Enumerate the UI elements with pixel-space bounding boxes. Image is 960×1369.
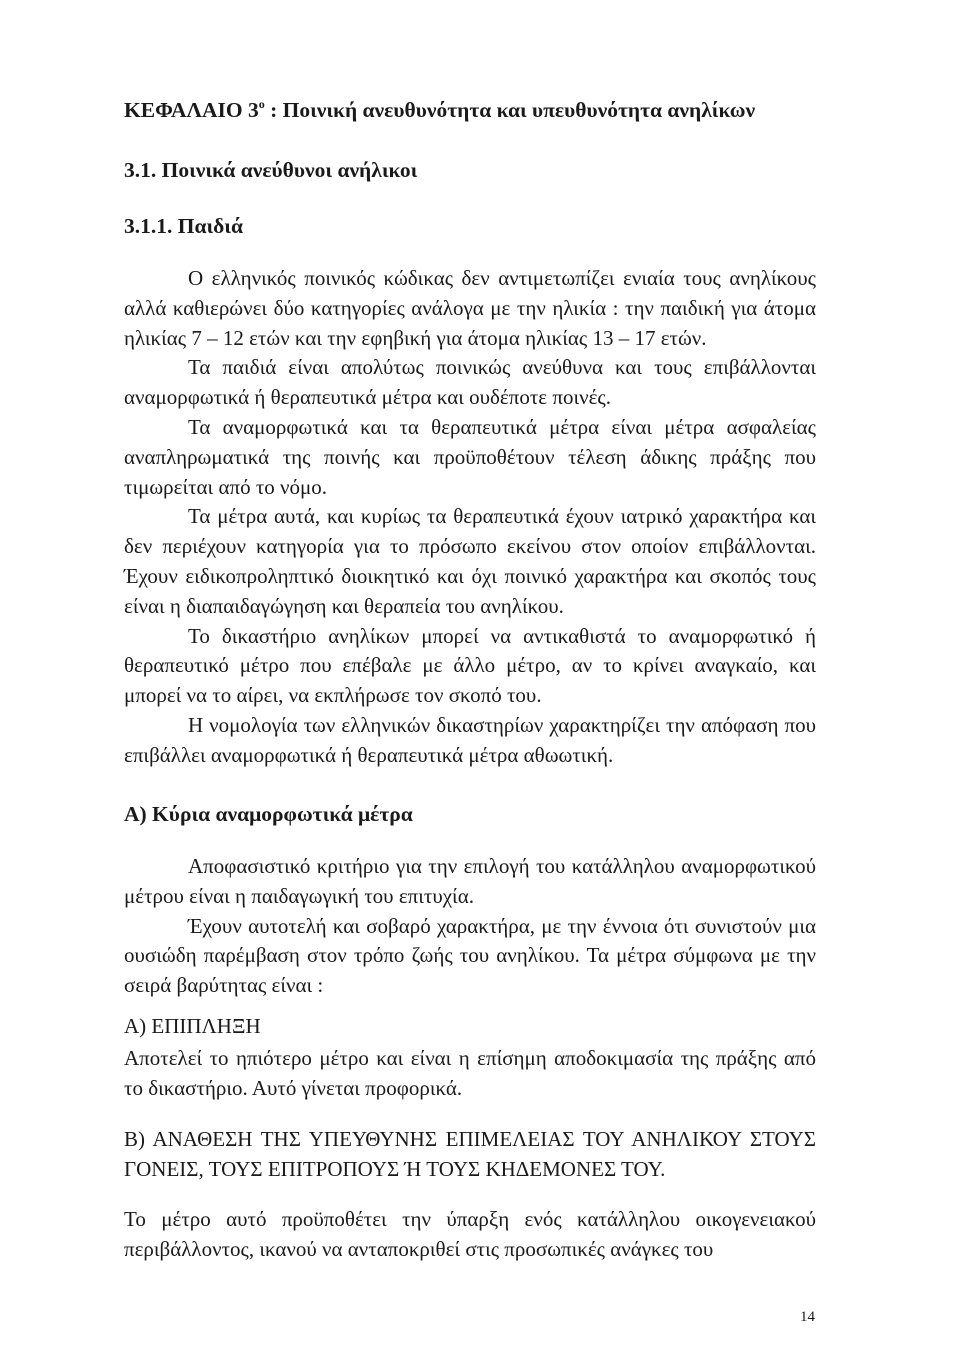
subheading-main-measures: Α) Κύρια αναμορφωτικά μέτρα: [124, 802, 413, 826]
body-text-children: [124, 264, 816, 771]
chapter-heading-main: ΚΕΦΑΛΑΙΟ 3: [124, 98, 259, 122]
paragraph: Η νομολογία των ελληνικών δικαστηρίων χαρακτηρίζει την απόφαση που επιβάλλει αναμορφωτικά ή θεραπευτικά μέτρα αθωωτική.: [124, 712, 816, 767]
measure-b-body: [124, 1205, 816, 1265]
paragraph: Το δικαστήριο ανηλίκων μπορεί να αντικαθιστά το αναμορφωτικό ή θεραπευτικό μέτρο που επέβαλε με άλλο μέτρο, αν το κρίνει αναγκαίο, και μπορεί να το αίρει, να εκπλήρωσε τον σκοπό του.: [124, 623, 816, 708]
chapter-heading-superscript: ο: [258, 97, 265, 111]
paragraph: Αποφασιστικό κριτήριο για την επιλογή του κατάλληλου αναμορφωτικού μέτρου είναι η παιδαγωγική του επιτυχία.: [124, 854, 816, 908]
chapter-heading-title: : Ποινική ανευθυνότητα και υπευθυνότητα ανηλίκων: [264, 98, 756, 122]
paragraph: Τα μέτρα αυτά, και κυρίως τα θεραπευτικά έχουν ιατρικό χαρακτήρα και δεν περιέχουν κατηγορία για το πρόσωπο εκείνου στον οποίον επιβάλλονται. Έχουν ειδικοπροληπτικό διοικητικό και όχι ποινικό χαρακτήρα και σκοπός τους είναι η διαπαιδαγώγηση και θεραπεία του ανηλίκου.: [124, 504, 816, 618]
page-number: 14: [800, 1309, 815, 1325]
subsection-heading: 3.1.1. Παιδιά: [124, 214, 243, 238]
paragraph: Το μέτρο αυτό προϋποθέτει την ύπαρξη ενός κατάλληλου οικογενειακού περιβάλλοντος, ικανού να ανταποκριθεί στις προσωπικές ανάγκες του: [124, 1207, 816, 1261]
paragraph: Τα παιδιά είναι απολύτως ποινικώς ανεύθυνα και τους επιβάλλονται αναμορφωτικά ή θεραπευτικά μέτρα και ουδέποτε ποινές.: [124, 355, 816, 410]
paragraph: Αποτελεί το ηπιότερο μέτρο και είναι η επίσημη αποδοκιμασία της πράξης από το δικαστήριο. Αυτό γίνεται προφορικά.: [124, 1046, 816, 1100]
chapter-heading: [124, 98, 755, 123]
measure-a-body: [124, 1044, 816, 1104]
paragraph: Τα αναμορφωτικά και τα θεραπευτικά μέτρα είναι μέτρα ασφαλείας αναπληρωματικά της ποινής και προϋποθέτουν τέλεση άδικης πράξης που τιμωρείται από το νόμο.: [124, 414, 816, 499]
body-text-measures-intro: [124, 852, 816, 1001]
paragraph: Ο ελληνικός ποινικός κώδικας δεν αντιμετωπίζει ενιαία τους ανηλίκους αλλά καθιερώνει δύο κατηγορίες ανάλογα με την ηλικία : την παιδική για άτομα ηλικίας 7 – 12 ετών και την εφηβική για άτομα ηλικίας 13 – 17 ετών.: [124, 266, 816, 350]
measure-a-title: Α) ΕΠΙΠΛΗΞΗ: [124, 1014, 261, 1038]
paragraph: Έχουν αυτοτελή και σοβαρό χαρακτήρα, με την έννοια ότι συνιστούν μια ουσιώδη παρέμβαση στον τρόπο ζωής του ανηλίκου. Τα μέτρα σύμφωνα με την σειρά βαρύτητας είναι :: [124, 913, 816, 998]
measure-b-title: Β) ΑΝΑΘΕΣΗ ΤΗΣ ΥΠΕΥΘΥΝΗΣ ΕΠΙΜΕΛΕΙΑΣ ΤΟΥ ΑΝΗΛΙΚΟΥ ΣΤΟΥΣ ΓΟΝΕΙΣ, ΤΟΥΣ ΕΠΙΤΡΟΠΟΥΣ Ή ΤΟΥΣ ΚΗΔΕΜΟΝΕΣ ΤΟΥ.: [124, 1127, 816, 1181]
section-heading: 3.1. Ποινικά ανεύθυνοι ανήλικοι: [124, 158, 418, 182]
